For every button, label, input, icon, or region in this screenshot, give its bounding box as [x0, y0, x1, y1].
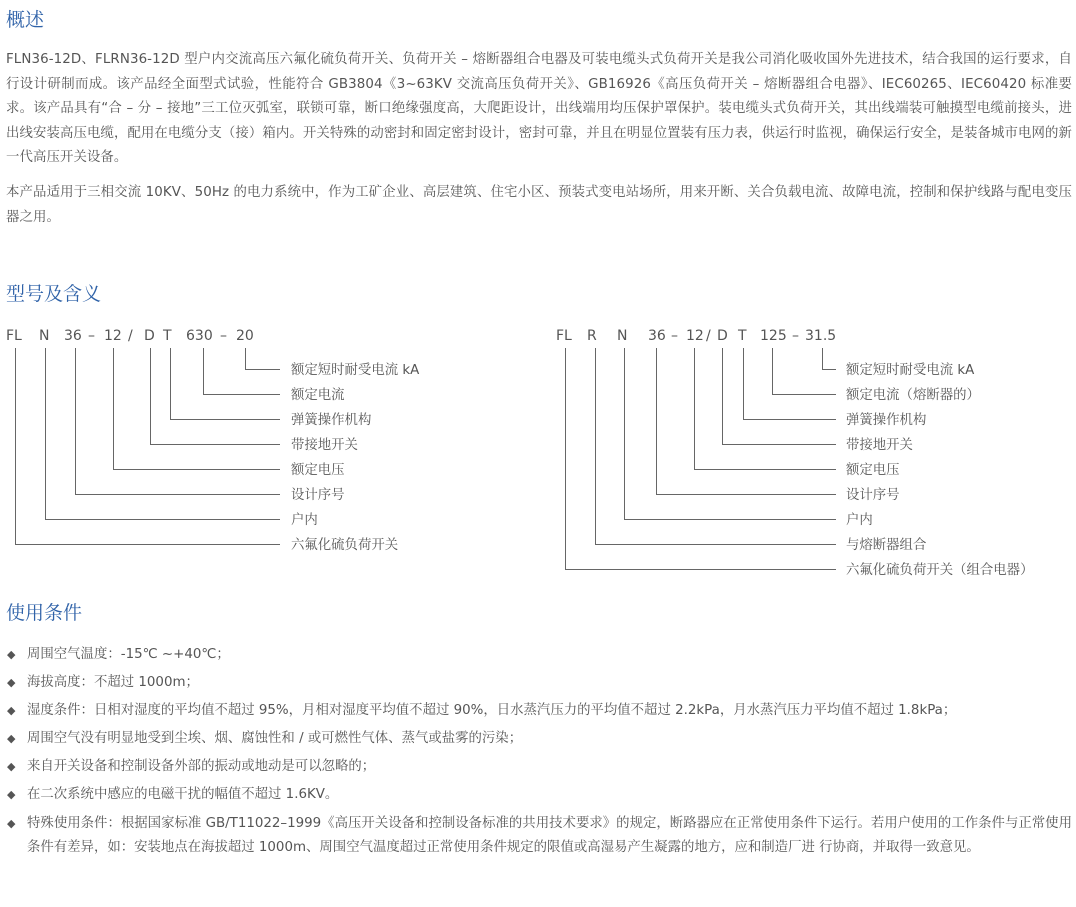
- list-item: [6, 643, 1072, 668]
- right-code-12: 12: [686, 328, 704, 344]
- right-label-6: 设计序号: [846, 488, 900, 503]
- left-model-diagram: [6, 328, 420, 553]
- model-code-diagram: [0, 318, 1076, 588]
- list-item: [6, 699, 1072, 724]
- right-code-125: 125: [760, 328, 787, 344]
- left-label-2: 额定电流: [291, 388, 345, 403]
- condition-text: 特殊使用条件：根据国家标准 GB/T11022–1999《高压开关设备和控制设备标准的共用技术要求》的规定，断路器应在正常使用条件下运行。若用户使用的工作条件与正常使用条件有差异，如：安装地点在海拔超过 1000m、周围空气温度超过正常使用条件规定的限值或高湿易产生凝露的地方，应和制造厂进 行协商，并取得一致意见。: [27, 815, 1072, 856]
- right-line-8: [596, 348, 837, 545]
- left-code-d: D: [144, 328, 155, 344]
- left-code-dash2: –: [220, 328, 227, 344]
- right-code-t: T: [738, 328, 747, 344]
- list-item: [6, 812, 1072, 861]
- diamond-bullet-icon: ◆: [7, 732, 16, 746]
- right-code-31-5: 31.5: [805, 328, 837, 344]
- right-line-4: [723, 348, 837, 445]
- left-line-3: [171, 348, 281, 420]
- left-code-12: 12: [104, 328, 122, 344]
- right-code-r: R: [587, 328, 597, 344]
- left-code-row: [6, 328, 254, 344]
- list-item: [6, 727, 1072, 752]
- list-item: [6, 671, 1072, 696]
- right-line-1: [823, 348, 837, 370]
- left-label-list: [291, 361, 420, 553]
- left-code-slash: /: [128, 328, 133, 344]
- left-label-6: 设计序号: [291, 488, 345, 503]
- condition-text: 在二次系统中感应的电磁干扰的幅值不超过 1.6KV。: [27, 787, 339, 803]
- right-label-2: 额定电流（熔断器的）: [846, 388, 980, 403]
- left-label-4: 带接地开关: [291, 438, 358, 453]
- left-label-3: 弹簧操作机构: [291, 413, 372, 428]
- right-label-5: 额定电压: [846, 463, 900, 478]
- diamond-bullet-icon: ◆: [7, 760, 16, 774]
- right-connector-lines: [566, 348, 837, 570]
- right-label-4: 带接地开关: [846, 438, 913, 453]
- condition-text: 海拔高度：不超过 1000m；: [27, 675, 199, 691]
- diamond-bullet-icon: ◆: [7, 788, 16, 802]
- left-line-5: [114, 348, 281, 470]
- right-label-1: 额定短时耐受电流 kA: [846, 363, 975, 378]
- left-label-8: 六氟化硫负荷开关: [291, 538, 399, 553]
- diamond-bullet-icon: ◆: [7, 676, 16, 690]
- conditions-title: 使用条件: [6, 602, 83, 624]
- right-code-slash: /: [706, 328, 711, 344]
- left-code-20: 20: [236, 328, 254, 344]
- left-line-7: [46, 348, 281, 520]
- right-line-6: [657, 348, 837, 495]
- right-code-dash2: –: [792, 328, 799, 344]
- overview-title: 概述: [6, 9, 45, 31]
- right-code-d: D: [717, 328, 728, 344]
- right-code-36: 36: [648, 328, 666, 344]
- condition-text: 周围空气温度：-15℃ ~+40℃；: [27, 647, 230, 662]
- left-label-7: 户内: [291, 513, 318, 528]
- diamond-bullet-icon: ◆: [7, 816, 16, 830]
- right-code-row: [556, 328, 836, 344]
- left-label-5: 额定电压: [291, 463, 345, 478]
- right-label-7: 户内: [846, 513, 873, 528]
- right-code-dash1: –: [671, 328, 678, 344]
- list-item: [6, 755, 1072, 780]
- right-label-list: [846, 361, 1033, 578]
- condition-text: 来自开关设备和控制设备外部的振动或地动是可以忽略的；: [27, 759, 376, 775]
- condition-text: 周围空气没有明显地受到尘埃、烟、腐蚀性和 / 或可燃性气体、蒸气或盐雾的污染；: [27, 731, 523, 747]
- left-line-4: [151, 348, 281, 445]
- right-line-5: [695, 348, 837, 470]
- overview-paragraph-2: 本产品适用于三相交流 10KV、50Hz 的电力系统中，作为工矿企业、高层建筑、住宅小区、预装式变电站场所，用来开断、关合负载电流、故障电流，控制和保护线路与配电变压器之用。: [6, 185, 1072, 225]
- left-line-2: [204, 348, 281, 395]
- right-code-fl: FL: [556, 328, 572, 344]
- condition-text: 湿度条件：日相对湿度的平均值不超过 95%，月相对湿度平均值不超过 90%，日水蒸汽压力的平均值不超过 2.2kPa，月水蒸汽压力平均值不超过 1.8kPa；: [27, 703, 957, 719]
- left-code-fl: FL: [6, 328, 22, 344]
- left-code-t: T: [163, 328, 172, 344]
- diamond-bullet-icon: ◆: [7, 704, 16, 718]
- list-item: [6, 783, 1072, 808]
- right-label-8: 与熔断器组合: [846, 538, 927, 553]
- model-title: 型号及含义: [6, 283, 102, 305]
- left-connector-lines: [16, 348, 281, 545]
- left-line-8: [16, 348, 281, 545]
- left-code-n: N: [39, 328, 50, 344]
- conditions-list: [6, 643, 1072, 864]
- right-line-2: [773, 348, 837, 395]
- right-label-9: 六氟化硫负荷开关（组合电器）: [846, 563, 1034, 578]
- right-line-9: [566, 348, 837, 570]
- right-code-n: N: [617, 328, 628, 344]
- left-code-36: 36: [64, 328, 82, 344]
- overview-paragraph-1: FLN36-12D、FLRN36-12D 型户内交流高压六氟化硫负荷开关、负荷开关 – 熔断器组合电器及可装电缆头式负荷开关是我公司消化吸收国外先进技术，结合我国的运行要求，自行设计研制而成。该产品经全面型式试验，性能符合 GB3804《3~63KV 交流高压负荷开关》、GB16926《高压负荷开关 – 熔断器组合电器》、IEC60265、IEC60420 标准要求。该产品具有“合 – 分 – 接地”三工位灭弧室，联锁可靠，断口绝缘强度高，大爬距设计，出线端用均压保护罩保护。装电缆头式负荷开关，其出线端装可触摸型电缆前接头，进出线安装高压电缆，配用在电缆分支（接）箱内。开关特殊的动密封和固定密封设计，密封可靠，并且在明显位置装有压力表，供运行时监视，确保运行安全，是装备城市电网的新一代高压开关设备。: [6, 52, 1072, 166]
- right-label-3: 弹簧操作机构: [846, 413, 927, 428]
- left-label-1: 额定短时耐受电流 kA: [291, 363, 420, 378]
- left-code-630: 630: [186, 328, 213, 344]
- right-model-diagram: [556, 328, 1033, 578]
- left-code-dash1: –: [88, 328, 95, 344]
- diamond-bullet-icon: ◆: [7, 648, 16, 661]
- left-line-1: [246, 348, 281, 370]
